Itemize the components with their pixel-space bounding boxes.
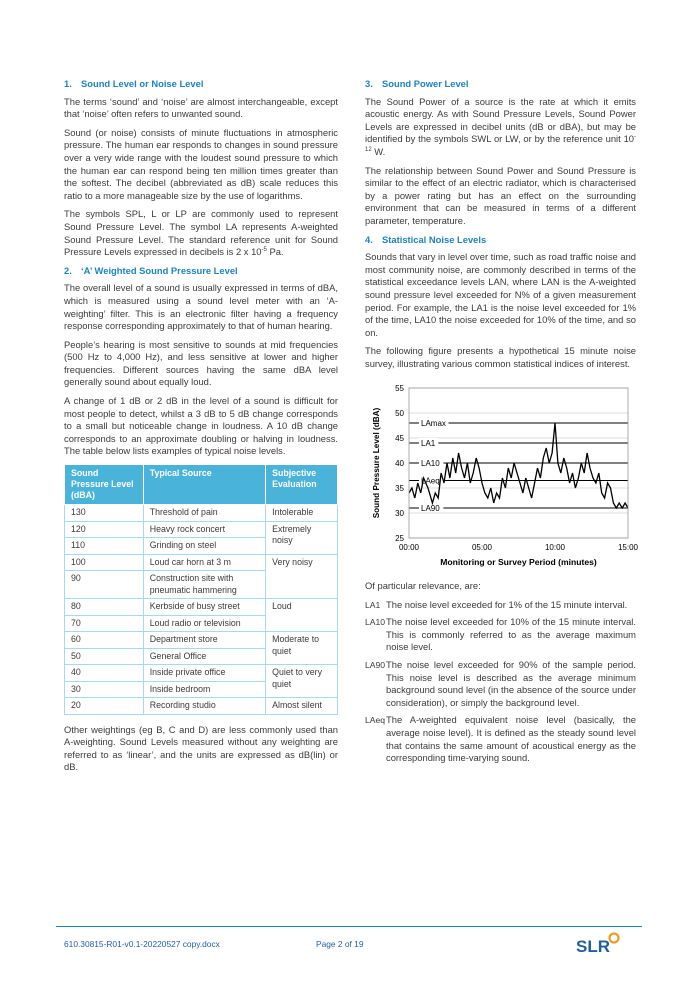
definition-item: LA1 The noise level exceeded for 1% of the 15 minute interval. — [365, 598, 628, 610]
y-axis-label: Sound Pressure Level (dBA) — [372, 408, 381, 519]
table-row: 60 Department store Moderate to quiet — [65, 632, 338, 649]
table-row: 80 Kerbside of busy street Loud — [65, 599, 338, 616]
noise-level-table — [64, 464, 338, 715]
paragraph: Sounds that vary in level over time, such as road traffic noise and most community noise, are commonly described in terms of the statistical exceedance levels LAN, where LAN is the A-weighted sound pressure level exceeded for N% of a given measurement period. For example, the LA1 is the noise level exceeded for 1% of the time, LA10 the noise exceeded for 10% of the time, and so on. — [365, 251, 636, 338]
table-row: 100 Loud car horn at 3 m Very noisy — [65, 554, 338, 571]
paragraph: Of particular relevance, are: — [365, 580, 481, 592]
y-tick-label: 30 — [395, 509, 404, 519]
paragraph: People’s hearing is most sensitive to sounds at mid frequencies (500 Hz to 4,000 Hz), and less sensitive at lower and higher frequencies. Different sources having the same dBA level generally sound about equally loud. — [64, 338, 338, 388]
table-row: 20 Recording studio Almost silent — [65, 698, 338, 715]
table-row: 90 Construction site with pneumatic hammering — [65, 571, 338, 599]
paragraph: A change of 1 dB or 2 dB in the level of a sound is difficult for most people to detect, whilst a 3 dB to 5 dB change corresponds to a small but noticeable change in loudness. A 10 dB change corresponds to an approximate doubling or halving in loudness. The table below lists examples of typical noise levels. — [64, 395, 338, 457]
paragraph: Sound (or noise) consists of minute fluctuations in atmospheric pressure. The human ear responds to changes in sound pressure over a very wide range with the loudest sound pressure to which the human ear can respond being ten million times greater than the softest. The decibel (abbreviated as dB) scale reduces this ratio to a more manageable size by the use of logarithms. — [64, 126, 338, 201]
definition-item: LA10 The noise level exceeded for 10% of the 15 minute interval. This is commonly referred to as the average maximum noise level. — [365, 616, 636, 653]
paragraph: Other weightings (eg B, C and D) are less commonly used than A-weighting. Sound Levels measured without any weighting are referred to as ‘linear’, and the units are expressed as dB(lin) or dB. — [64, 723, 338, 773]
y-tick-label: 35 — [395, 484, 404, 494]
table-row: 110 Grinding on steel — [65, 538, 338, 555]
y-tick-label: 55 — [395, 384, 404, 394]
x-tick-label: 05:00 — [471, 543, 493, 553]
slr-logo-text: SLR — [576, 937, 610, 956]
paragraph: The Sound Power of a source is the rate at which it emits acoustic energy. As with Sound Pressure Levels, Sound Power Levels are expressed in decibel units (dB or dBA), but may be identified by the symbols SWL or LW, or by the reference unit $10^{-12}$ W. — [365, 95, 636, 157]
paragraph: The symbols SPL, L or LP are commonly used to represent Sound Pressure Level. The symbol LA represents A-weighted Sound Pressure Level. The standard reference unit for Sound Pressure Levels expressed in decibels is 2 x $10^{-5}$ Pa. — [64, 208, 338, 258]
reference-label: LA10 — [421, 459, 440, 469]
paragraph: The following figure presents a hypothetical 15 minute noise survey, illustrating various common statistical indices of interest. — [365, 345, 636, 369]
section-4-heading: 4. Statistical Noise Levels — [365, 233, 487, 245]
section-2-heading: 2. ‘A’ Weighted Sound Pressure Level — [64, 264, 238, 276]
reference-label: LAmax — [421, 419, 446, 429]
paragraph: The terms ‘sound’ and ‘noise’ are almost interchangeable, except that ‘noise’ often refers to unwanted sound. — [64, 95, 338, 120]
table-header: Subjective Evaluation — [266, 465, 338, 505]
reference-label: LA90 — [421, 504, 440, 514]
noise-survey-chart — [365, 378, 639, 578]
slr-logo-mark-icon — [610, 934, 619, 943]
table-header: Sound Pressure Level (dBA) — [65, 465, 144, 505]
definition-item: LA90 The noise level exceeded for 90% of the sample period. This noise level is described as the average minimum background sound level (in the absence of the source under consideration), or simply the background level. — [365, 659, 636, 708]
y-tick-label: 25 — [395, 534, 404, 544]
left-column — [64, 78, 338, 780]
footer-rule — [56, 926, 642, 927]
table-row: 120 Heavy rock concert Extremely noisy — [65, 521, 338, 538]
section-1-heading: 1. Sound Level or Noise Level — [64, 78, 204, 89]
y-tick-label: 45 — [395, 434, 404, 444]
y-tick-label: 50 — [395, 409, 404, 419]
x-tick-label: 00:00 — [398, 543, 420, 553]
x-tick-label: 15:00 — [617, 543, 639, 553]
footer-page-number: Page 2 of 19 — [316, 939, 364, 949]
definition-list — [365, 599, 636, 765]
table-row: 30 Inside bedroom — [65, 681, 338, 698]
slr-logo — [576, 929, 626, 957]
table-row: 40 Inside private office Quiet to very quiet — [65, 665, 338, 682]
x-tick-label: 10:00 — [544, 543, 566, 553]
table-row: 70 Loud radio or television — [65, 615, 338, 632]
table-header-row — [65, 465, 338, 505]
reference-label: LAeq — [421, 476, 440, 486]
definition-item: LAeq The A-weighted equivalent noise level (basically, the average noise level). It is defined as the steady sound level that contains the same amount of acoustical energy as the corresponding time-varying sound. — [365, 714, 636, 764]
x-axis-label: Monitoring or Survey Period (minutes) — [440, 557, 597, 568]
reference-label: LA1 — [421, 439, 436, 449]
table-row: 130 Threshold of pain Intolerable — [65, 505, 338, 522]
table-row: 50 General Office — [65, 648, 338, 665]
paragraph: The relationship between Sound Power and Sound Pressure is similar to the effect of an electric radiator, which is characterised by a power rating but has an effect on the surrounding environment that can be measured in terms of a different parameter, temperature. — [365, 164, 636, 226]
footer-document-name: 610.30815-R01-v0.1-20220527 copy.docx — [64, 939, 220, 949]
table-header: Typical Source — [143, 465, 265, 505]
section-3-heading: 3. Sound Power Level — [365, 78, 469, 89]
paragraph: The overall level of a sound is usually expressed in terms of dBA, which is measured using a sound level meter with an ‘A-weighting’ filter. This is an electronic filter having a frequency response corresponding approximately to that of human hearing. — [64, 282, 338, 332]
noise-survey-chart-svg — [365, 378, 639, 574]
right-column — [365, 78, 639, 770]
y-tick-label: 40 — [395, 459, 404, 469]
